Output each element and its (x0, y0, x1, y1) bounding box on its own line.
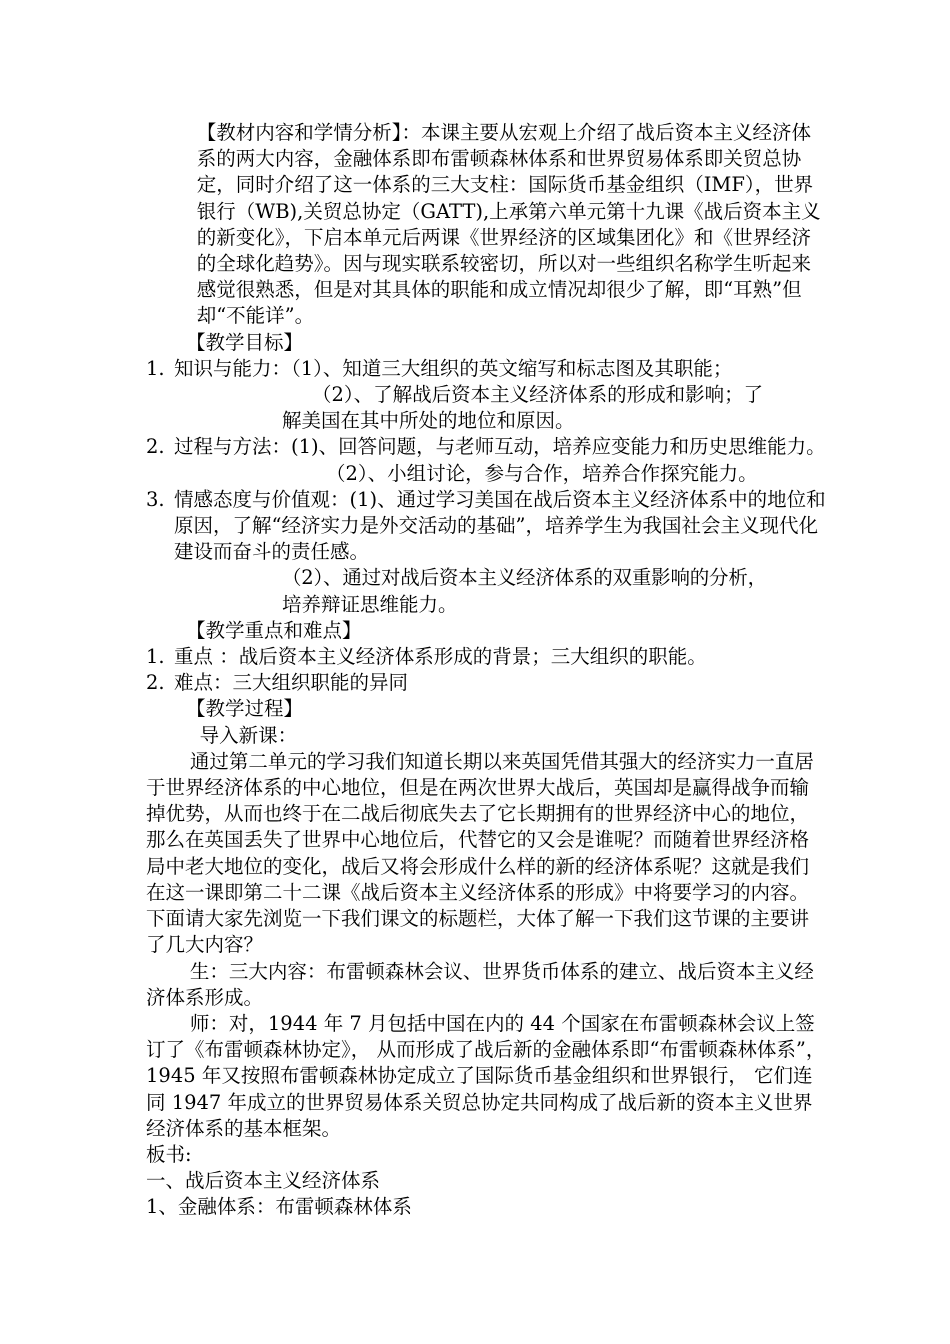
objective-subtext: （2）、了解战后资本主义经济体系的形成和影响；了 (312, 383, 764, 407)
objective-number: 2. (146, 435, 165, 459)
board-line-2: 1、金融体系：布雷顿森林体系 (146, 1195, 412, 1219)
process-paragraph-1: 通过第二单元的学习我们知道长期以来英国凭借其强大的经济实力一直居于世界经济体系的中心地位，但是在两次世界大战后，英国却是赢得战争而输掉优势，从而也终于在二战后彻底失去了它长期拥有的世界经济中心的地位，那么在英国丢失了世界中心地位后，代替它的又会是谁呢？而随着世界经济格局中老大地位的变化，战后又将会形成什么样的新的经济体系呢？这就是我们在这一课即第二十二课《战后资本主义经济体系的形成》中将要学习的内容。下面请大家先浏览一下我们课文的标题栏，大体了解一下我们这节课的主要讲了几大内容？ (146, 749, 814, 957)
intro-heading: 【教材内容和学情分析】 (196, 121, 402, 144)
objectives-heading: 【教学目标】 (186, 330, 304, 354)
objective-subtext: 解美国在其中所处的地位和原因。 (282, 409, 575, 433)
keypoint-text: 重点 ：战后资本主义经济体系形成的背景；三大组织的职能。 (174, 645, 707, 669)
objective-item-3 (146, 487, 826, 566)
document-page (146, 120, 826, 1221)
intro-text: ：本课主要从宏观上介绍了战后资本主义经济体系的两大内容，金融体系即布雷顿森林体系和世界贸易体系即关贸总协定，同时介绍了这一体系的三大支柱：国际货币基金组织（IMF），世界银行（WB),关贸总协定（GATT),上承第六单元第十九课《战后资本主义的新变化》，下启本单元后两课《世界经济的区域集团化》和《世界经济的全球化趋势》。因与现实联系较密切，所以对一些组织名称学生听起来感觉很熟悉，但是对其具体的职能和成立情况却很少了解，即“耳熟”但却“不能详”。 (196, 121, 821, 328)
process-heading: 【教学过程】 (186, 697, 304, 721)
keypoint-text: 难点：三大组织职能的异同 (174, 671, 409, 695)
objective-number: 3. (146, 487, 165, 511)
board-line-1: 一、战后资本主义经济体系 (146, 1169, 381, 1193)
process-lead: 导入新课： (199, 723, 298, 747)
objective-text: 知识与能力：（1）、知道三大组织的英文缩写和标志图及其职能； (174, 356, 733, 380)
objective-number: 1. (146, 356, 165, 380)
objective-item-1 (146, 356, 826, 382)
objective-text: 情感态度与价值观：(1)、通过学习美国在战后资本主义经济体系中的地位和原因，了解“经济实力是外交活动的基础”，培养学生为我国社会主义现代化建设而奋斗的责任感。 (174, 487, 826, 564)
process-paragraph-2: 生：三大内容：布雷顿森林会议、世界货币体系的建立、战后资本主义经济体系形成。 (146, 959, 814, 1009)
keypoint-number: 2. (146, 671, 165, 695)
objective-subtext: （2）、通过对战后资本主义经济体系的双重影响的分析， (282, 566, 767, 590)
board-label: 板书: (146, 1142, 192, 1166)
keypoints-heading: 【教学重点和难点】 (186, 618, 362, 642)
keypoint-item-1 (146, 644, 826, 670)
objective-text: 过程与方法：(1)、回答问题，与老师互动，培养应变能力和历史思维能力。 (174, 435, 826, 459)
intro-paragraph (146, 120, 826, 330)
keypoint-number: 1. (146, 645, 165, 669)
objective-subtext: （2）、小组讨论，参与合作，培养合作探究能力。 (326, 461, 758, 485)
keypoint-item-2 (146, 670, 826, 696)
objective-item-2 (146, 434, 826, 460)
process-paragraph-3: 师：对，1944 年 7 月包括中国在内的 44 个国家在布雷顿森林会议上签订了《布雷顿森林协定》， 从而形成了战后新的金融体系即“布雷顿森林体系”，1945 年又按照布雷顿森林协定成立了国际货币基金组织和世界银行， 它们连同 1947 年成立的世界贸易体系关贸总协定共同构成了战后新的资本主义世界经济体系的基本框架。 (146, 1011, 826, 1140)
objective-subtext: 培养辩证思维能力。 (282, 592, 458, 616)
